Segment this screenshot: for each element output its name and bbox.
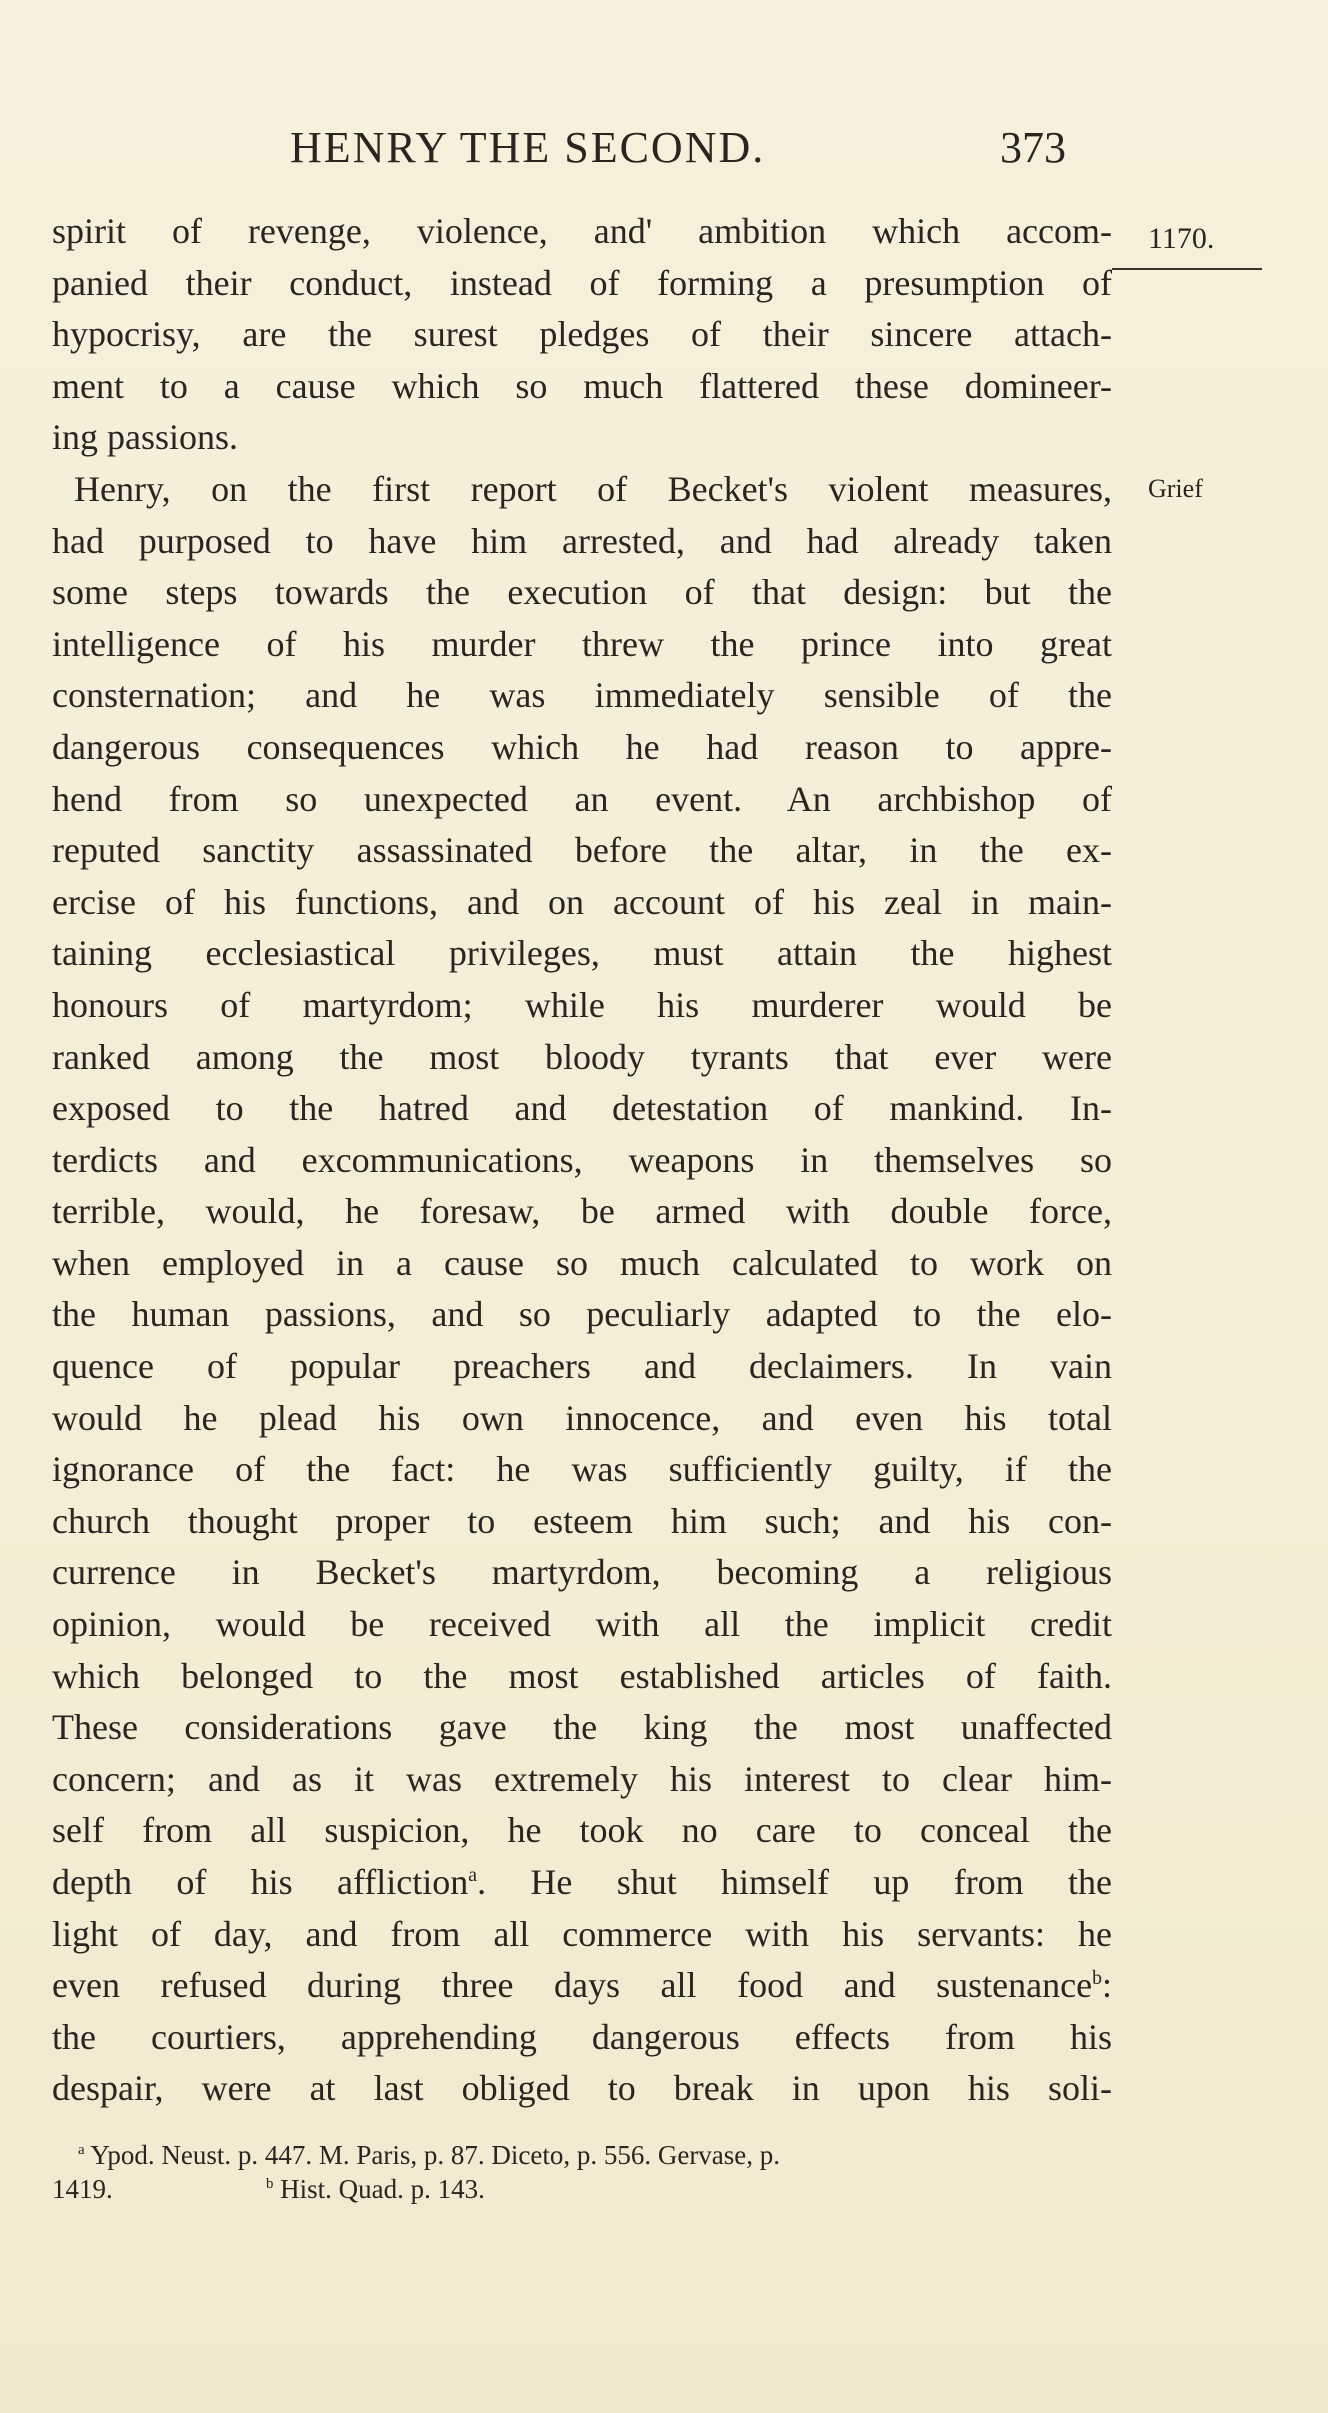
text-line: hend from so unexpected an event. An archbishop of (52, 778, 1112, 819)
text-line: when employed in a cause so much calculated to work on (52, 1242, 1112, 1283)
text-line: would he plead his own innocence, and even his total (52, 1397, 1112, 1438)
text-line-with-footnote-a (52, 1857, 1112, 1909)
text-line: ing passions. (52, 417, 239, 458)
text-line: intelligence of his murder threw the prince into great (52, 623, 1112, 664)
text-line: the courtiers, apprehending dangerous effects from his (52, 2016, 1112, 2057)
text-line: had purposed to have him arrested, and had already taken (52, 520, 1112, 561)
text-segment: depth of his affliction (52, 1862, 469, 1902)
text-line: reputed sanctity assassinated before the altar, in the ex- (52, 830, 1112, 871)
text-segment: : (1101, 1965, 1112, 2006)
text-line: Henry, on the first report of Becket's violent measures, (74, 468, 1112, 509)
footnote-ref-b[interactable]: b (1092, 1967, 1102, 1990)
text-line: ignorance of the fact: he was sufficiently guilty, if the (52, 1449, 1112, 1490)
text-line: the human passions, and so peculiarly adapted to the elo- (52, 1294, 1112, 1335)
footnote-marker-b: b (266, 2176, 274, 2192)
text-line: spirit of revenge, violence, and' ambition which accom- (52, 211, 1112, 251)
footnote-a-continuation: 1419. (52, 2174, 113, 2204)
text-line: currence in Becket's martyrdom, becoming a religious (52, 1552, 1112, 1593)
text-line: despair, were at last obliged to break in upon his soli- (52, 2068, 1112, 2109)
text-line: terdicts and excommunications, weapons in themselves so (52, 1139, 1112, 1180)
text-line: hypocrisy, are the surest pledges of their sincere attach- (52, 314, 1112, 355)
text-line: quence of popular preachers and declaimers. In vain (52, 1346, 1112, 1387)
text-line: honours of martyrdom; while his murderer would be (52, 984, 1112, 1025)
text-line: panied their conduct, instead of forming a presumption of (52, 262, 1112, 303)
text-line: dangerous consequences which he had reason to appre- (52, 726, 1112, 767)
running-head (0, 122, 1328, 182)
text-line: self from all suspicion, he took no care to conceal the (52, 1810, 1112, 1851)
text-segment: even refused during three days all food and sustenance (52, 1965, 1093, 2006)
page-number: 373 (1000, 123, 1066, 172)
text-line: church thought proper to esteem him such; and his con- (52, 1500, 1112, 1541)
text-line: exposed to the hatred and detestation of mankind. In- (52, 1088, 1112, 1129)
text-line: ranked among the most bloody tyrants that ever were (52, 1036, 1112, 1077)
text-line: These considerations gave the king the most unaffected (52, 1707, 1112, 1748)
text-line: some steps towards the execution of that design: but the (52, 572, 1112, 613)
text-line: opinion, would be received with all the implicit credit (52, 1604, 1112, 1645)
text-line: terrible, would, he foresaw, be armed with double force, (52, 1191, 1112, 1232)
footnote-a (52, 2138, 1142, 2172)
text-segment: . He shut himself up from the (477, 1862, 1112, 1902)
text-line: ercise of his functions, and on account of his zeal in main- (52, 881, 1112, 922)
footnote-marker-a: a (78, 2142, 85, 2158)
footnotes (52, 2138, 1142, 2206)
running-title: HENRY THE SECOND. (290, 123, 766, 172)
footnote-b-text: Hist. Quad. p. 143. (280, 2174, 485, 2204)
text-line: which belonged to the most established articles of faith. (52, 1655, 1112, 1696)
text-line: concern; and as it was extremely his interest to clear him- (52, 1758, 1112, 1799)
text-line: consternation; and he was immediately sensible of the (52, 675, 1112, 716)
text-line: light of day, and from all commerce with his servants: he (52, 1913, 1112, 1954)
margin-note-year: 1170. (1148, 222, 1215, 255)
margin-note-grief: Grief (1148, 474, 1203, 503)
margin-year-rule (1112, 268, 1262, 270)
footnote-ref-a[interactable]: a (468, 1864, 478, 1886)
footnote-a-text: Ypod. Neust. p. 447. M. Paris, p. 87. Diceto, p. 556. Gervase, p. (90, 2140, 781, 2170)
text-line: taining ecclesiastical privileges, must attain the highest (52, 933, 1112, 974)
footnote-a-continuation-and-b (52, 2172, 1142, 2206)
text-line-with-footnote-b (52, 1960, 1112, 2012)
text-line: ment to a cause which so much flattered these domineer- (52, 365, 1112, 406)
body-text (52, 206, 1112, 2115)
